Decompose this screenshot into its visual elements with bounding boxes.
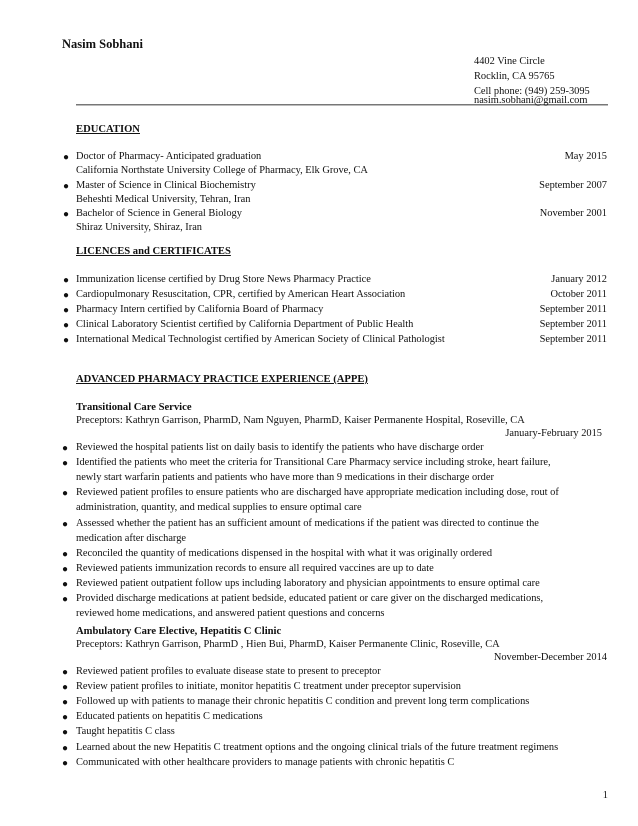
licence-date: October 2011 (550, 289, 607, 300)
bullet-icon: ● (62, 727, 69, 739)
rotation-date: November-December 2014 (493, 652, 607, 663)
bullet-icon: ● (62, 712, 69, 724)
education-detail: Beheshti Medical University, Tehran, Iran (76, 194, 251, 205)
rotation-preceptors: Preceptors: Kathryn Garrison, PharmD , Hien Bui, PharmD, Kaiser Permanente Clinic, Roseville, CA (76, 639, 500, 650)
bullet-text: Reviewed the hospital patients list on daily basis to identify the patients who have discharge order (76, 442, 484, 453)
licence-date: September 2011 (539, 304, 607, 315)
bullet-text: Assessed whether the patient has an sufficient amount of medications if the patient was directed to continue the (76, 517, 539, 529)
address-line-1: 4402 Vine Circle (474, 56, 545, 67)
bullet-icon: ● (62, 443, 69, 454)
licence-item: Pharmacy Intern certified by California Board of Pharmacy (76, 304, 324, 315)
bullet-text: newly start warfarin patients and patients who have more than 9 medications in their discharge order (76, 472, 494, 484)
bullet-text: Provided discharge medications at patient bedside, educated patient or care giver on the discharged medications, (76, 593, 544, 604)
bullet-text: Educated patients on hepatitis C medications (76, 711, 263, 723)
licence-date: September 2011 (539, 334, 607, 345)
licences-heading: LICENCES and CERTIFICATES (76, 246, 231, 257)
bullet-text: Reviewed patient profiles to ensure patients who are discharged have appropriate medication including dose, rout of (76, 487, 559, 499)
bullet-icon: ● (62, 563, 69, 575)
bullet-text: Reviewed patient outpatient follow ups including laboratory and physician appointments to ensure optimal care (76, 577, 540, 589)
bullet-text: medication after discharge (76, 532, 187, 544)
education-date: November 2001 (539, 208, 607, 219)
bullet-icon: ● (62, 667, 69, 678)
bullet-icon: ● (63, 305, 70, 316)
rotation-preceptors: Preceptors: Kathryn Garrison, PharmD, Nam Nguyen, PharmD, Kaiser Permanente Hospital, Roseville, CA (76, 415, 525, 426)
licence-item: Immunization license certified by Drug Store News Pharmacy Practice (76, 274, 371, 285)
licence-date: September 2011 (539, 319, 607, 330)
bullet-icon: ● (62, 518, 69, 530)
bullet-icon: ● (62, 458, 69, 470)
licence-date: January 2012 (551, 274, 607, 285)
bullet-icon: ● (63, 209, 70, 220)
bullet-text: Identified the patients who meet the criteria for Transitional Care Pharmacy service including stroke, heart failure, (76, 457, 551, 469)
bullet-text: Followed up with patients to manage their chronic hepatitis C condition and prevent long term complications (76, 696, 530, 708)
bullet-icon: ● (63, 181, 70, 192)
bullet-icon: ● (63, 335, 70, 346)
bullet-text: Taught hepatitis C class (76, 726, 175, 738)
bullet-icon: ● (63, 320, 70, 331)
bullet-text: Learned about the new Hepatitis C treatment options and the ongoing clinical trials of the future treatment regimens (76, 741, 559, 753)
bullet-icon: ● (62, 488, 69, 500)
education-date: September 2007 (539, 180, 607, 191)
bullet-text: reviewed home medications, and answered patient questions and concerns (76, 608, 385, 620)
appe-heading: ADVANCED PHARMACY PRACTICE EXPERIENCE (APPE) (76, 374, 368, 385)
bullet-text: Communicated with other healthcare providers to manage patients with chronic hepatitis C (76, 756, 455, 768)
bullet-text: Reviewed patients immunization records to ensure all required vaccines are up to date (76, 562, 434, 574)
licence-item: International Medical Technologist certified by American Society of Clinical Pathologist (76, 334, 445, 345)
bullet-icon: ● (62, 548, 69, 560)
bullet-text: Reconciled the quantity of medications dispensed in the hospital with what it was originally ordered (76, 547, 493, 559)
bullet-text: Reviewed patient profiles to evaluate disease state to present to preceptor (76, 666, 381, 677)
bullet-icon: ● (62, 682, 69, 694)
education-title: Master of Science in Clinical Biochemistry (76, 180, 256, 191)
rotation-date: January-February 2015 (505, 428, 602, 439)
rotation-title: Transitional Care Service (76, 402, 192, 413)
bullet-text: Review patient profiles to initiate, monitor hepatitis C treatment under preceptor supervision (76, 681, 461, 693)
email-address[interactable]: nasim.sobhani@gmail.com (474, 95, 588, 106)
education-heading: EDUCATION (76, 124, 140, 135)
rotation-title: Ambulatory Care Elective, Hepatitis C Clinic (76, 626, 282, 637)
bullet-text: administration, quantity, and medical supplies to ensure optimal care (76, 502, 362, 514)
bullet-icon: ● (62, 578, 69, 590)
bullet-icon: ● (63, 290, 70, 301)
bullet-icon: ● (63, 275, 70, 286)
licence-item: Clinical Laboratory Scientist certified by California Department of Public Health (76, 319, 414, 330)
education-title: Bachelor of Science in General Biology (76, 208, 242, 219)
bullet-icon: ● (63, 152, 70, 163)
page-number: 1 (602, 790, 608, 801)
education-detail: Shiraz University, Shiraz, Iran (76, 222, 202, 233)
education-title: Doctor of Pharmacy- Anticipated graduation (76, 151, 262, 162)
bullet-icon: ● (62, 697, 69, 709)
bullet-icon: ● (62, 742, 69, 754)
education-date: May 2015 (564, 151, 607, 162)
phone-number: Cell phone: (949) 259-3095 (474, 86, 590, 97)
bullet-icon: ● (62, 757, 69, 769)
licence-item: Cardiopulmonary Resuscitation, CPR, certified by American Heart Association (76, 289, 406, 300)
applicant-name: Nasim Sobhani (62, 37, 143, 51)
address-line-2: Rocklin, CA 95765 (474, 71, 555, 82)
bullet-icon: ● (62, 594, 69, 605)
education-detail: California Northstate University College of Pharmacy, Elk Grove, CA (76, 165, 368, 176)
